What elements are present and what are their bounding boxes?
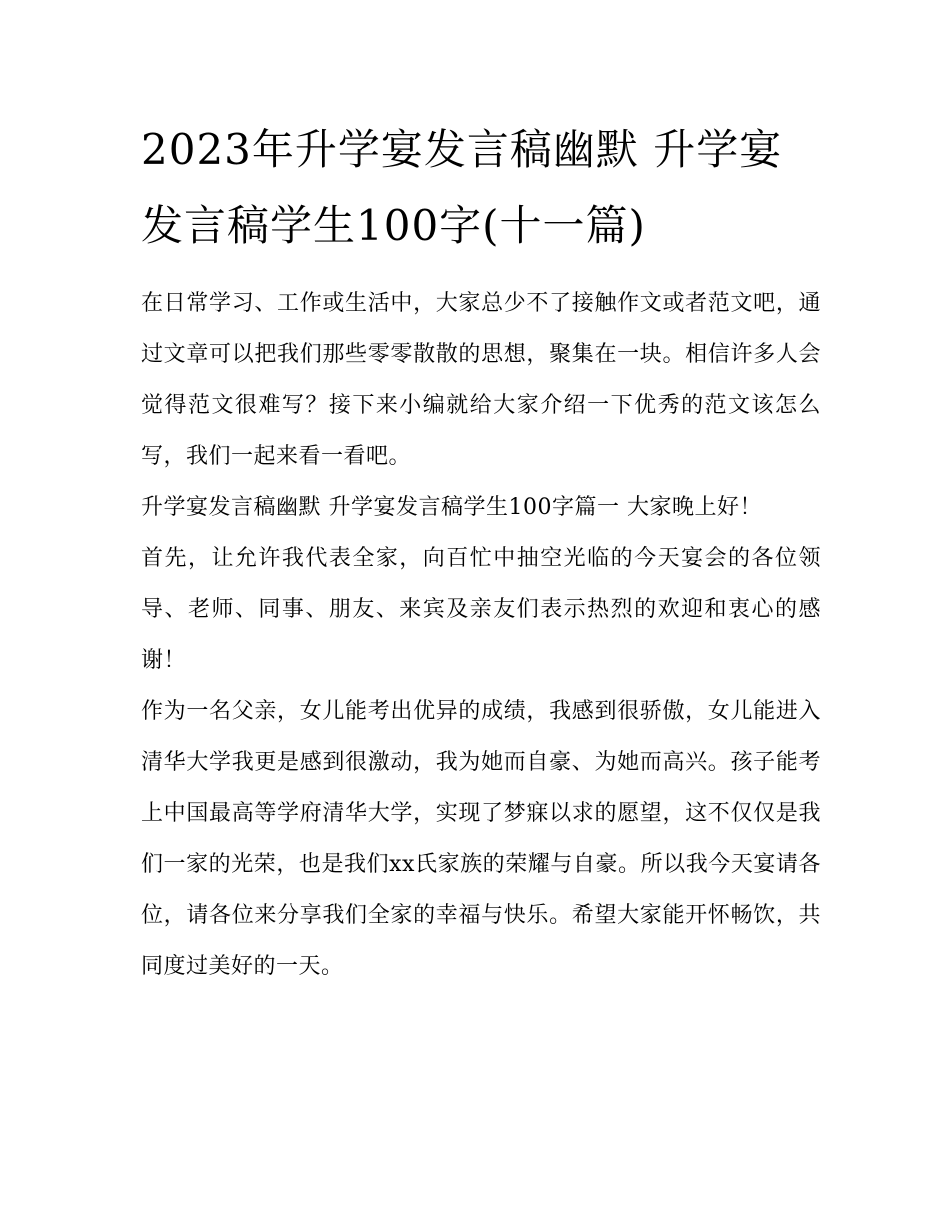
paragraph-intro: 在日常学习、工作或生活中，大家总少不了接触作文或者范文吧，通过文章可以把我们那些零零散散的思想，聚集在一块。相信许多人会觉得范文很难写？接下来小编就给大家介绍一下优秀的范文该怎么写，我们一起来看一看吧。 <box>141 291 821 469</box>
paragraph-heading-greeting: 升学宴发言稿幽默 升学宴发言稿学生100字篇一 大家晚上好！ <box>141 495 762 520</box>
document-content <box>141 112 821 992</box>
paragraph-thanks: 首先，让允许我代表全家，向百忙中抽空光临的今天宴会的各位领导、老师、同事、朋友、来宾及亲友们表示热烈的欢迎和衷心的感谢！ <box>141 546 821 673</box>
paragraph-father-speech: 作为一名父亲，女儿能考出优异的成绩，我感到很骄傲，女儿能进入清华大学我更是感到很激动，我为她而自豪、为她而高兴。孩子能考上中国最高等学府清华大学，实现了梦寐以求的愿望，这不仅仅是我们一家的光荣，也是我们xx氏家族的荣耀与自豪。所以我今天宴请各位，请各位来分享我们全家的幸福与快乐。希望大家能开怀畅饮，共同度过美好的一天。 <box>141 699 821 979</box>
document-body <box>141 278 821 992</box>
document-title: 2023年升学宴发言稿幽默 升学宴发言稿学生100字(十一篇) <box>141 125 783 250</box>
